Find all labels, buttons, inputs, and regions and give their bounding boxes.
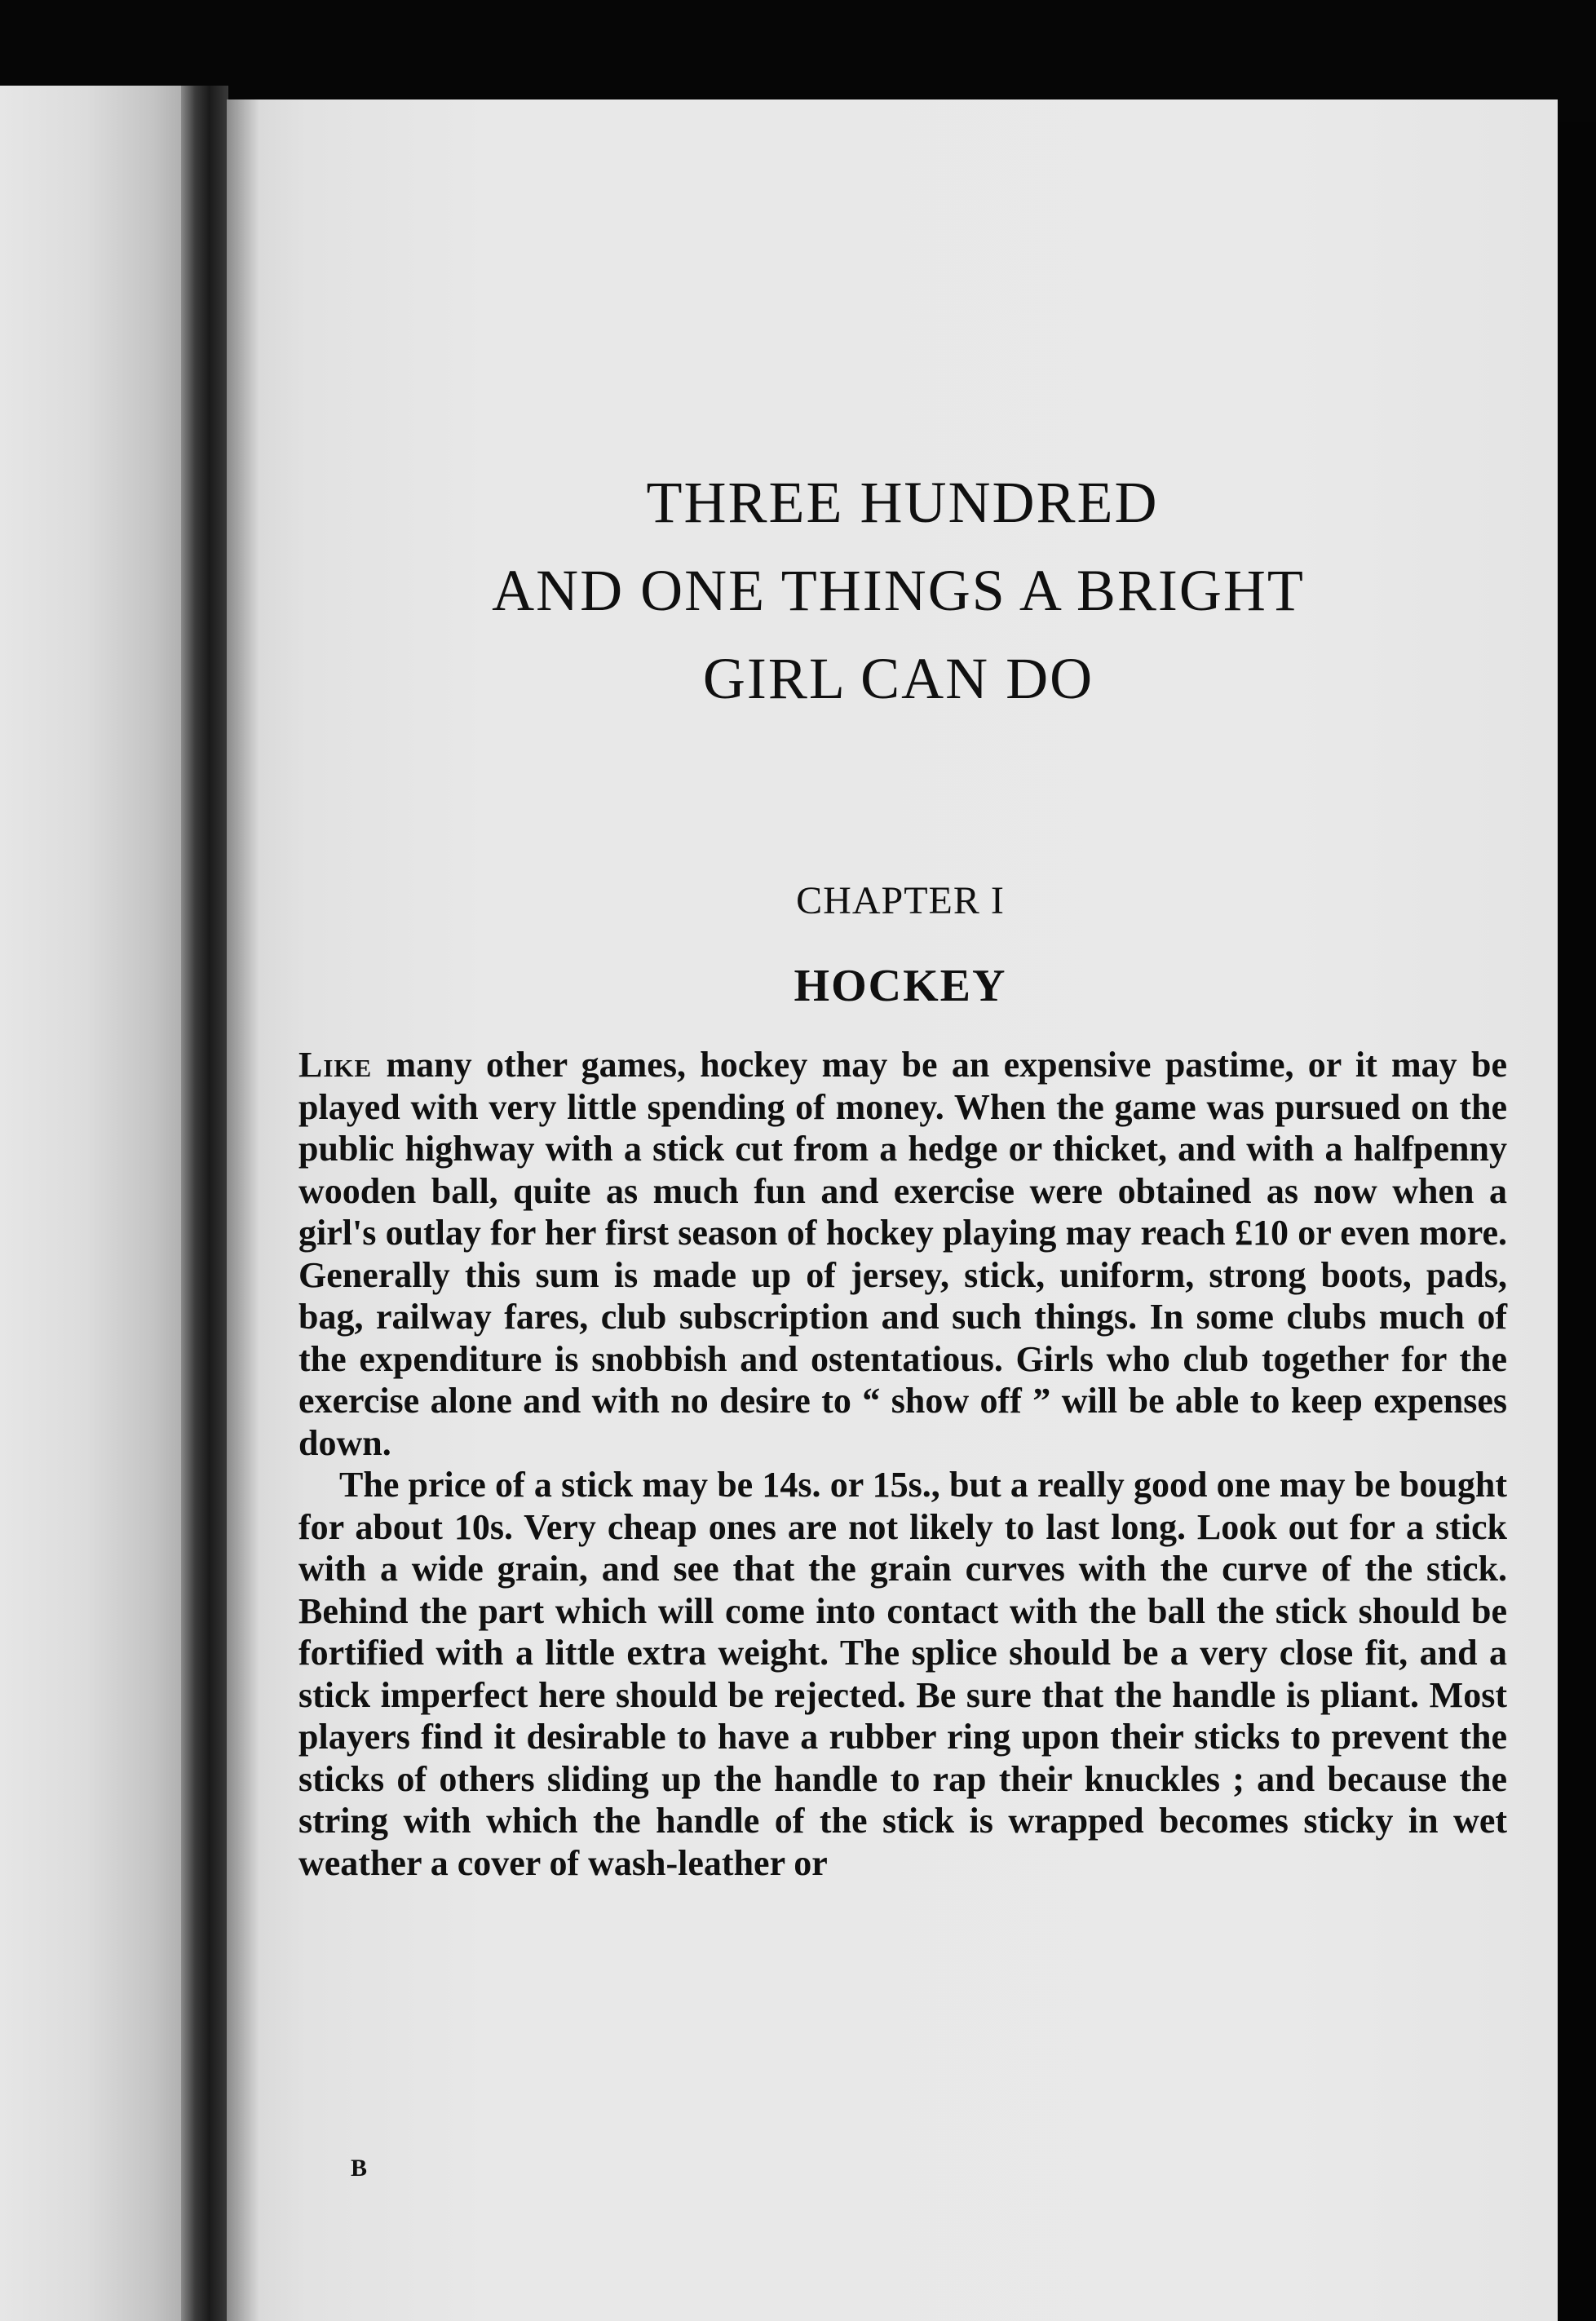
paragraph-1-text: many other games, hockey may be an expensive pastime, or it may be played with very little spending of money. When the game was pursued on the public highway with a stick cut from a hedge or thicket, and with a halfpenny wooden ball, quite as much fun and exercise were obtained as now when a girl's outlay for her first season of hockey playing may reach £10 or even more. Generally this sum is made up of jersey, stick, uniform, strong boots, pads, bag, railway fares, club subscription and such things. In some clubs much of the expenditure is snobbish and ostentatious. Girls who club together for the exercise alone and with no desire to “ show off ” will be able to keep expenses down. <box>298 1045 1507 1463</box>
chapter-title: HOCKEY <box>794 961 1007 1011</box>
scan-background-edge <box>1558 122 1596 2321</box>
chapter-body <box>298 1044 1507 1884</box>
printer-signature-mark: B <box>351 2155 369 2182</box>
book-title-line-3: GIRL CAN DO <box>702 646 1094 711</box>
page-shadow <box>227 99 259 2321</box>
book-page <box>227 99 1558 2321</box>
book-gutter <box>181 86 228 2321</box>
paragraph-2: The price of a stick may be 14s. or 15s., but a really good one may be bought for about 10s. Very cheap ones are not likely to last long. Look out for a stick with a wide grain, and see that the grain curves with the curve of the stick. Behind the part which will come into contact with the ball the stick should be fortified with a little extra weight. The splice should be a very close fit, and a stick imperfect here should be rejected. Be sure that the handle is pliant. Most players find it desirable to have a rubber ring upon their sticks to prevent the sticks of others sliding up the handle to rap their knuckles ; and because the string with which the handle of the stick is wrapped becomes sticky in wet weather a cover of wash-leather or <box>298 1465 1507 1883</box>
book-title <box>227 458 1558 723</box>
book-title-line-1: THREE HUNDRED <box>646 470 1159 535</box>
chapter-number: CHAPTER I <box>796 879 1005 922</box>
book-title-line-2: AND ONE THINGS A BRIGHT <box>492 558 1305 623</box>
paragraph-1 <box>298 1044 1507 1464</box>
paragraph-1-lead-word: Like <box>298 1045 373 1085</box>
facing-page-edge <box>0 86 192 2321</box>
